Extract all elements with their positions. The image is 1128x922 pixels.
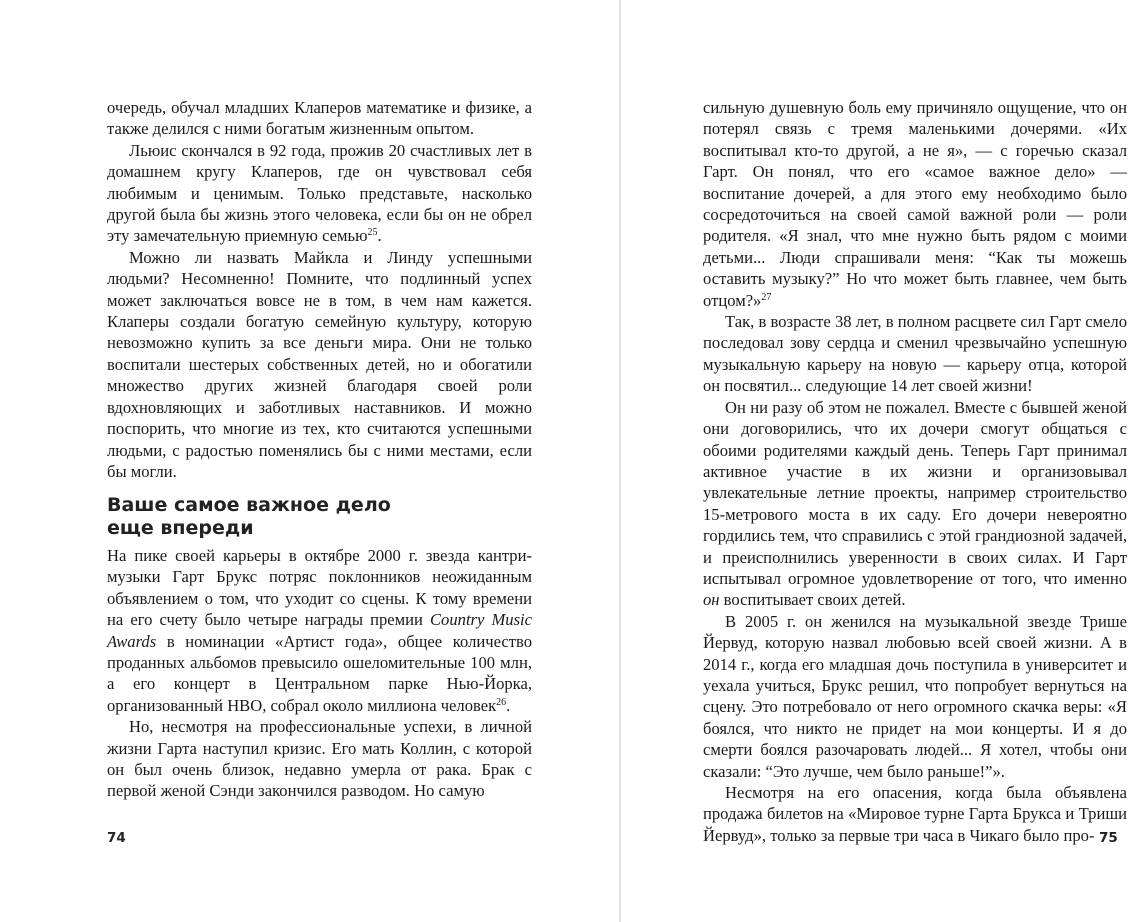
paragraph <box>107 716 532 802</box>
paragraph <box>703 397 1127 611</box>
paragraph: На пике своей карьеры в октябре 2000 г. звезда кантри-музыки Гарт Брукс потряс поклонников неожиданным объявлением о том, что уходит со сцены. К тому времени на его счету было четыре награды премии Country Music Awards в номинации «Артист года», общее количество проданных альбомов превысило ошеломительные 100 млн, а его концерт в Центральном парке Нью-Йорка, организованный HBO, собрал около миллиона человек$^{26}$. <box>107 546 533 715</box>
paragraph <box>107 97 532 140</box>
paragraph-text: Несмотря на его опасения, когда была объявлена продажа билетов на «Мировое турне Гарта Брукса и Триши Йервуд», только за первые три часа в Чикаго было про- <box>703 783 1127 845</box>
paragraph <box>703 311 1127 397</box>
section-heading-line: еще впереди <box>107 517 254 539</box>
paragraph-text: В 2005 г. он женился на музыкальной звезде Трише Йервуд, которую назвал любовью всей своей жизни. А в 2014 г., когда его младшая дочь поступила в университет и уехала учиться, Брукс решил, что попробует вернуться на сцену. Это потребовало от него огромного скачка веры: «Я боялся, что никто не придет на мои концерты. И я до смерти боялся разочаровать людей... Я хотел, чтобы они сказали: “Это лучше, чем было раньше!”». <box>703 611 1127 781</box>
paragraph-text: На пике своей карьеры в октябре 2000 г. звезда кантри-музыки Гарт Брукс потряс поклонников неожиданным объявлением о том, что уходит со сцены. К тому времени на его счету было четыре награды премии <box>107 546 532 630</box>
page-number: 75 <box>1099 830 1118 846</box>
paragraph <box>703 611 1127 782</box>
paragraph <box>703 782 1127 846</box>
paragraph-text: Так, в возрасте 38 лет, в полном расцвете сил Гарт смело последовал зову сердца и сменил чрезвычайно успешную музыкальную карьеру на новую — карьеру отца, которой он посвятил... следующие 14 лет своей жизни! <box>703 312 1127 396</box>
paragraph-text: Льюис скончался в 92 года, прожив 20 счастливых лет в домашнем кругу Клаперов, где он чувствовал себя любимым и ценимым. Только представьте, насколько другой была бы жизнь этого человека, если бы он не обрел эту замечательную приемную семью <box>107 140 532 246</box>
paragraph <box>703 97 1127 311</box>
section-heading-line: Ваше самое важное дело <box>107 494 391 516</box>
paragraph-text: очередь, обучал младших Клаперов математике и физике, а также делился с ними богатым жизненным опытом. <box>107 98 532 139</box>
paragraph-text: сильную душевную боль ему причиняло ощущение, что он потерял связь с тремя маленькими дочерями. «Их воспитывал кто-то другой, а не я», — с горечью сказал Гарт. Он понял, что его «самое важное дело» — воспитание дочерей, а для этого ему необходимо было сосредоточиться на своей самой важной роли — роли родителя. «Я знал, что мне нужно быть рядом с моими детьми... Люди спрашивали меня: “Как ты можешь оставить музыку?” Но что может быть главнее, чем быть отцом?» <box>703 98 1127 310</box>
paragraph-text: Но, несмотря на профессиональные успехи, в личной жизни Гарта наступил кризис. Его мать Коллин, с которой он был очень близок, недавно умерла от рака. Брак с первой женой Сэнди закончился разводом. Но самую <box>107 717 532 801</box>
left-page-text-bottom <box>107 545 532 802</box>
left-page-text-top <box>107 97 532 482</box>
italic-word: он <box>703 590 720 610</box>
footnote-ref[interactable]: 27 <box>761 291 772 303</box>
page-number: 74 <box>107 830 126 846</box>
paragraph: Льюис скончался в 92 года, прожив 20 счастливых лет в домашнем кругу Клаперов, где он чувствовал себя любимым и ценимым. Только представьте, насколько другой была бы жизнь этого человека, если бы он не обрел эту замечательную приемную семью$^{25}$. <box>107 140 532 246</box>
paragraph-text: воспитывает своих детей. <box>719 590 906 610</box>
paragraph-text: Он ни разу об этом не пожалел. Вместе с бывшей женой они договорились, что их дочери смогут общаться с обоими родителями каждый день. Теперь Гарт принимал активное участие в их жизни и организовывал увлекательные летние проекты, например строительство 15-метрового моста в их саду. Его дочери невероятно гордились тем, что справились с этой грандиозной задачей, и преисполнились уверенности в своих силах. И Гарт испытывал огромное удовлетворение от того, что именно <box>703 397 1127 588</box>
section-heading <box>107 494 532 540</box>
footnote-ref[interactable]: 25 <box>367 227 378 239</box>
footnote-ref[interactable]: 26 <box>496 696 507 708</box>
italic-title: Country Music Awards <box>107 610 533 651</box>
right-page-text <box>703 97 1127 846</box>
right-page <box>621 0 1128 922</box>
paragraph-text: Можно ли назвать Майкла и Линду успешными людьми? Несомненно! Помните, что подлинный успех может заключаться вовсе не в том, в чем нам кажется. Клаперы создали богатую семейную культуру, которую невозможно купить за все деньги мира. Они не только воспитали шестерых собственных детей, но и обогатили множество других жизней благодаря своей роли вдохновляющих и заботливых наставников. И можно поспорить, что многие из тех, кто считаются успешными людьми, с радостью поменялись бы с ними местами, если бы могли. <box>107 247 532 481</box>
paragraph <box>107 247 532 482</box>
paragraph-text: в номинации «Артист года», общее количество проданных альбомов превысило ошеломительные 100 млн, а его концерт в Центральном парке Нью-Йорка, организованный HBO, собрал около миллиона человек <box>107 631 532 715</box>
